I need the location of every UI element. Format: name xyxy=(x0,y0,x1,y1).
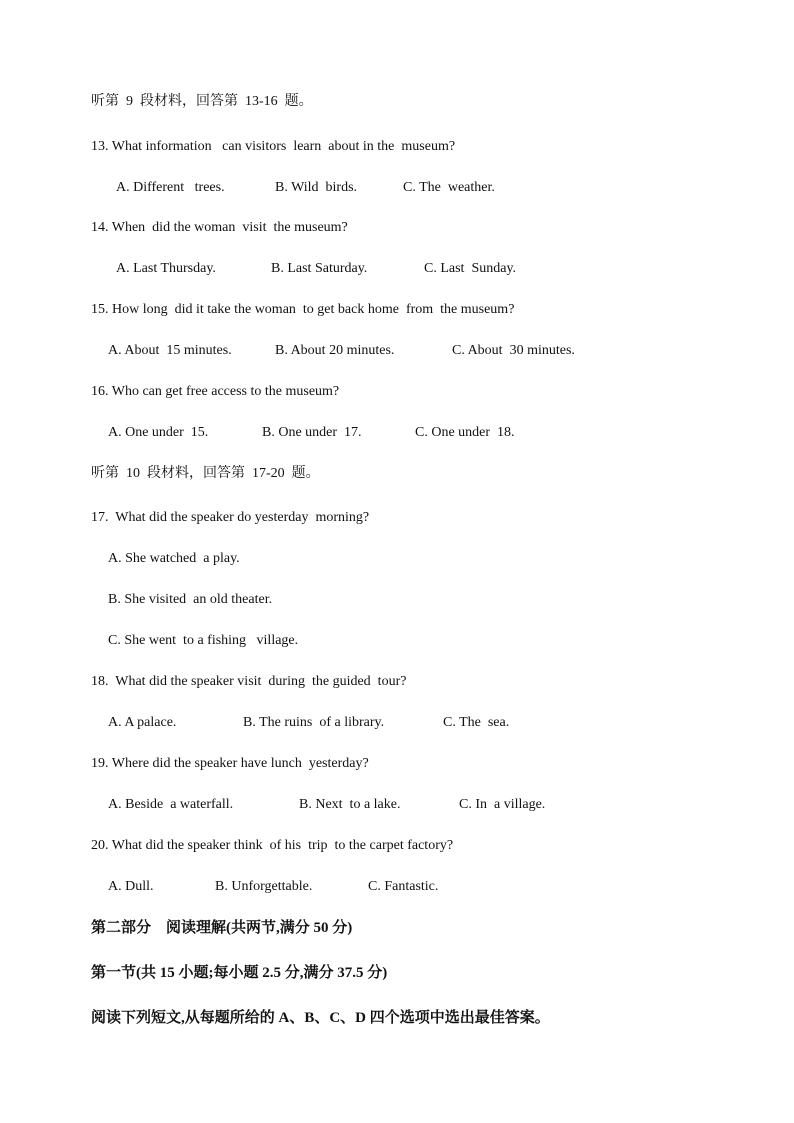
section-9-header: 听第 9 段材料，回答第 13-16 题。 xyxy=(91,94,313,109)
section-10-header: 听第 10 段材料，回答第 17-20 题。 xyxy=(91,466,320,481)
q13-option-a: A. Different trees. xyxy=(116,180,225,195)
q13-option-c: C. The weather. xyxy=(403,180,495,195)
question-20: 20. What did the speaker think of his trip to the carpet factory? xyxy=(91,838,454,853)
q15-option-b: B. About 20 minutes. xyxy=(275,343,395,358)
question-17: 17. What did the speaker do yesterday morning? xyxy=(91,510,370,525)
question-15: 15. How long did it take the woman to get back home from the museum? xyxy=(91,302,515,317)
q20-option-b: B. Unforgettable. xyxy=(215,879,313,894)
q20-option-c: C. Fantastic. xyxy=(368,879,439,894)
question-18: 18. What did the speaker visit during the guided tour? xyxy=(91,674,407,689)
reading-instruction: 阅读下列短文,从每题所给的 A、B、C、D 四个选项中选出最佳答案。 xyxy=(91,1010,550,1026)
q17-option-b: B. She visited an old theater. xyxy=(108,592,273,607)
q14-option-c: C. Last Sunday. xyxy=(424,261,517,276)
q18-option-c: C. The sea. xyxy=(443,715,510,730)
q18-option-b: B. The ruins of a library. xyxy=(243,715,385,730)
part-2-title: 第二部分 阅读理解(共两节,满分 50 分) xyxy=(91,920,353,936)
q15-option-c: C. About 30 minutes. xyxy=(452,343,575,358)
q19-option-b: B. Next to a lake. xyxy=(299,797,401,812)
question-16: 16. Who can get free access to the museum? xyxy=(91,384,340,399)
q19-option-a: A. Beside a waterfall. xyxy=(108,797,234,812)
q20-option-a: A. Dull. xyxy=(108,879,154,894)
question-14: 14. When did the woman visit the museum? xyxy=(91,220,348,235)
q14-option-a: A. Last Thursday. xyxy=(116,261,216,276)
q13-option-b: B. Wild birds. xyxy=(275,180,358,195)
q16-option-a: A. One under 15. xyxy=(108,425,209,440)
question-13: 13. What information can visitors learn about in the museum? xyxy=(91,139,456,154)
question-19: 19. Where did the speaker have lunch yesterday? xyxy=(91,756,369,771)
q17-option-a: A. She watched a play. xyxy=(108,551,240,566)
q19-option-c: C. In a village. xyxy=(459,797,546,812)
q16-option-c: C. One under 18. xyxy=(415,425,515,440)
q17-option-c: C. She went to a fishing village. xyxy=(108,633,299,648)
q14-option-b: B. Last Saturday. xyxy=(271,261,368,276)
q18-option-a: A. A palace. xyxy=(108,715,177,730)
q15-option-a: A. About 15 minutes. xyxy=(108,343,232,358)
q16-option-b: B. One under 17. xyxy=(262,425,362,440)
section-1-title: 第一节(共 15 小题;每小题 2.5 分,满分 37.5 分) xyxy=(91,965,388,981)
